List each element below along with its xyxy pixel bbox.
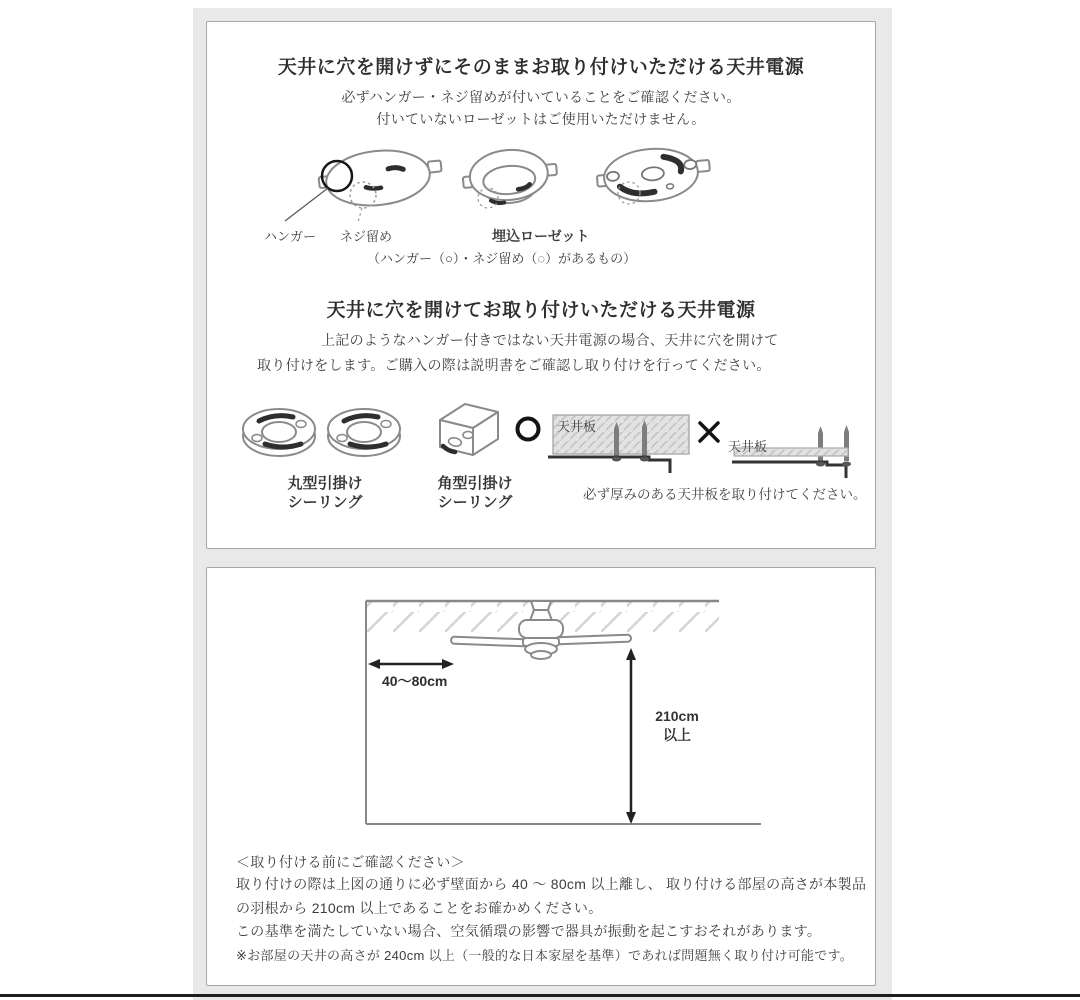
square-hook-ceiling-illustration bbox=[440, 404, 498, 455]
section2-body-line2: 取り付けをします。ご購入の際は説明書をご確認し取り付けを行ってください。 bbox=[257, 357, 771, 373]
rosette-slots-illustration bbox=[595, 144, 712, 206]
recessed-rosette-label: 埋込ローゼット bbox=[492, 228, 590, 244]
screw-leader-line bbox=[358, 208, 362, 222]
rosette-instruction-card bbox=[206, 21, 876, 549]
cross-ng-icon bbox=[700, 423, 718, 441]
square-socket-label: 角型引掛け シーリング bbox=[437, 475, 513, 511]
ceiling-board-ng-label: 天井板 bbox=[728, 439, 768, 454]
circle-ok-icon bbox=[518, 419, 539, 440]
notes-line1: 取り付けの際は上図の通りに必ず壁面から 40 ～ 80cm 以上離し、 取り付ける部屋の高さが本製品 bbox=[236, 876, 867, 892]
height-clearance-arrow bbox=[626, 648, 636, 824]
rosette-with-hanger-illustration bbox=[317, 144, 445, 211]
round-socket-label: 丸型引掛け シーリング bbox=[287, 475, 363, 511]
notes-heading: ＜取り付ける前にご確認ください＞ bbox=[236, 854, 465, 870]
ceiling-board-ok-label: 天井板 bbox=[557, 419, 597, 434]
rosette-note: （ハンガー（○）・ネジ留め（◌）があるもの） bbox=[367, 251, 637, 266]
bottom-border-bar bbox=[0, 994, 1080, 997]
round-hook-ceiling-illustration bbox=[243, 409, 315, 456]
card1-section2-title: 天井に穴を開けてお取り付けいただける天井電源 bbox=[326, 300, 756, 321]
wall-distance-arrow bbox=[368, 659, 454, 669]
notes-line3: この基準を満たしていない場合、空気循環の影響で器具が振動を起こすおそれがあります。 bbox=[236, 923, 822, 939]
rosette-dome-illustration bbox=[461, 146, 559, 207]
card1-subtitle-line1: 必ずハンガー・ネジ留めが付いていることをご確認ください。 bbox=[341, 89, 741, 105]
notes-line4: ※お部屋の天井の高さが 240cm 以上（一般的な日本家屋を基準）であれば問題無く取り付け可能です。 bbox=[236, 948, 854, 963]
screw-label: ネジ留め bbox=[340, 229, 393, 244]
height-clearance-label: 210cm 以上 bbox=[655, 708, 699, 743]
hanger-leader-line bbox=[285, 188, 328, 221]
section2-body-line1: 上記のようなハンガー付きではない天井電源の場合、天井に穴を開けて bbox=[321, 332, 779, 348]
wall-distance-label: 40～80cm bbox=[382, 673, 448, 689]
board-caption: 必ず厚みのある天井板を取り付けてください。 bbox=[583, 487, 867, 502]
hanger-label: ハンガー bbox=[264, 229, 317, 244]
notes-line2: の羽根から 210cm 以上であることをお確かめください。 bbox=[236, 900, 603, 916]
clearance-instruction-card bbox=[206, 567, 876, 986]
card1-title: 天井に穴を開けずにそのままお取り付けいただける天井電源 bbox=[277, 57, 805, 78]
card1-subtitle-line2: 付いていないローゼットはご使用いただけません。 bbox=[376, 111, 706, 127]
